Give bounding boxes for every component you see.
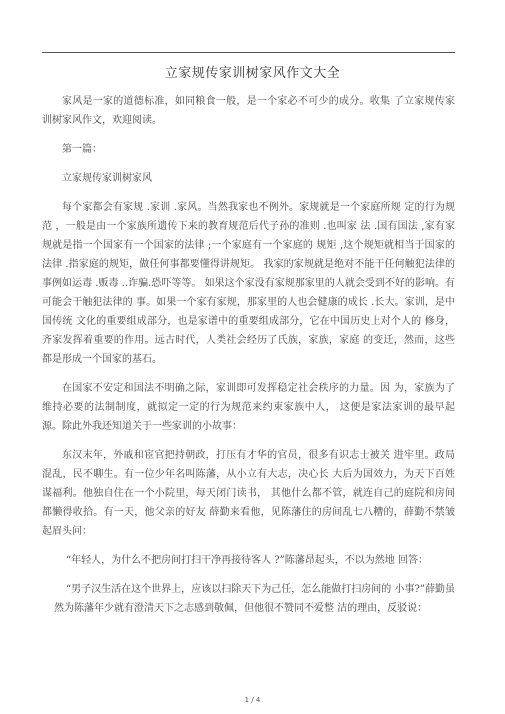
paragraph-story: 东汉末年，外戚和宦官把持朝政，打压有才华的官员，很多有识志士被关 进牢里。政局混乱，民不聊生。有一位少年名叫陈藩，从小立有大志，决心长 大后为国效力，为天下百姓谋福利。他独自住在一个小院里，每天闭门读书， 其他什么都不管，就连自己的庭院和房间都懒得收拾。有一天，他父亲的好友 薛勤来看他，见陈藩住的房间乱七八糟的，薛勤不禁皱起眉头问： — [42, 450, 455, 537]
paragraph-section-label: 第一篇： — [62, 144, 102, 155]
document-title: 立家规传家训树家风作文大全 — [164, 66, 341, 81]
paragraph-quote: “年轻人，为什么不把房间打扫干净再接待客人 ?”陈藩昂起头，不以为然地 回答： — [66, 555, 428, 566]
paragraph-intro: 家风是一家的道德标准，如同粮食一般，是一个家必不可少的成分。收集 了立家规传家训树家风作文，欢迎阅读。 — [42, 96, 455, 126]
paragraph-body: 每个家都会有家规 .家训 .家风。当然我家也不例外。家规就是一个家庭所规 定的行为规范 ，一般是由一个家族所遗传下来的教育规范后代子孙的准则 .也叫家 法 .国有国法 ,家有家规就是指一个国家有一个国家的法律 ;一个家庭有一个家庭的 规矩 ,这个规矩就相当于国家的法律 .指家庭的规矩，做任何事都要懂得讲规矩。 我家的家规就是绝对不能干任何触犯法律的事例如运毒 .贩毒 ..诈骗.恐吓等等。 如果这个家没有家规那家里的人就会受到不好的影响。有可能会干触犯法律的 事。如果一个家有家规，那家里的人也会健康的成长 .长大。家训，是中国传统 文化的重要组成部分，也是家谱中的重要组成部分，它在中国历史上对个人的 修身，齐家发挥着重要的作用。远古时代，人类社会经历了氏族，家族，家庭 的变迁，然而，这些都是形成一个国家的基石。 — [42, 202, 455, 365]
document-body — [42, 92, 455, 628]
header-rule — [42, 52, 455, 53]
paragraph-section-title: 立家规传家训树家风 — [62, 173, 152, 184]
paragraph-quote: “男子汉生活在这个世界上，应该以扫除天下为己任，怎么能做打扫房间的 小事?”薛勤虽然为陈藩年少就有澄清天下之志感到敬佩，但他很不赞同不爱整 洁的理由，反驳说： — [54, 584, 455, 614]
paragraph-body: 在国家不安定和国法不明确之际，家训即可发挥稳定社会秩序的力量。因 为，家族为了维持必要的法制制度，就拟定一定的行为规范来约束家族中人， 这便是家法家训的最早起源。除此外我还知道关于一些家训的小故事： — [42, 383, 455, 432]
page-indicator: 1 / 4 — [244, 696, 261, 704]
